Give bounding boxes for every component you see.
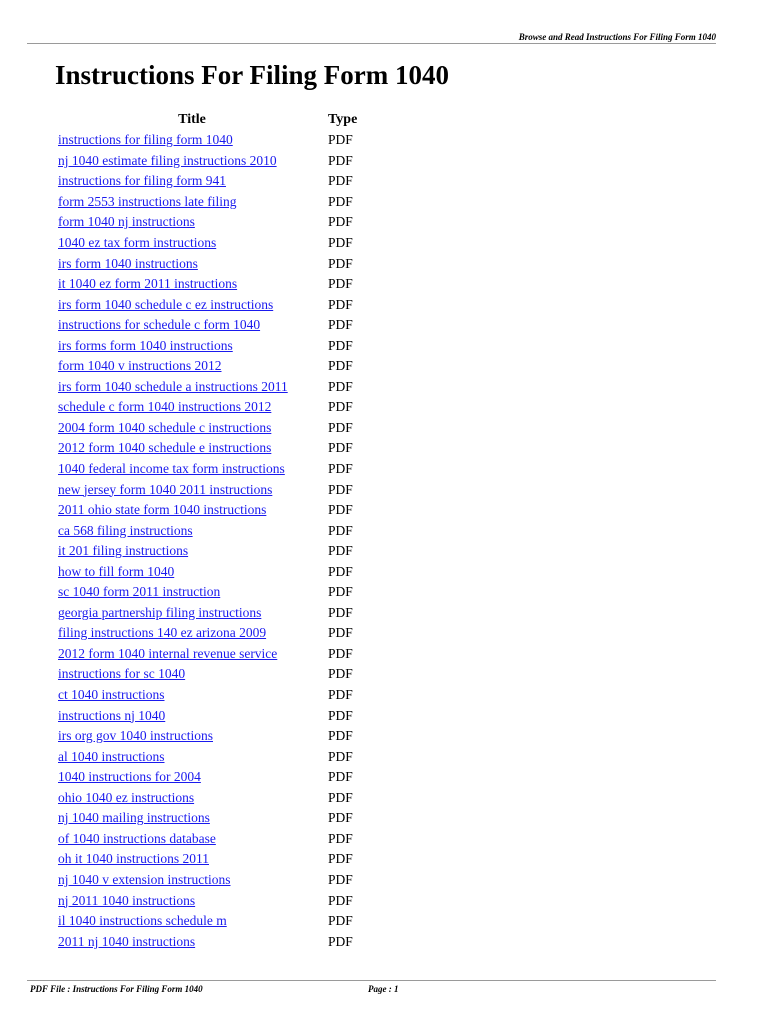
table-row — [58, 890, 357, 911]
file-type-label: PDF — [328, 358, 353, 374]
file-type-label: PDF — [328, 419, 353, 435]
row-title-cell — [58, 459, 326, 480]
file-type-label: PDF — [328, 645, 353, 661]
file-type-label: PDF — [328, 584, 353, 600]
table-row — [58, 479, 357, 500]
table-row — [58, 356, 357, 377]
column-header-title: Title — [178, 112, 206, 127]
row-title-cell — [58, 849, 326, 870]
document-link[interactable]: georgia partnership filing instructions — [58, 604, 262, 620]
row-title-cell — [58, 808, 326, 829]
row-title-cell — [58, 911, 326, 932]
table-row — [58, 459, 357, 480]
document-link[interactable]: nj 1040 mailing instructions — [58, 810, 210, 826]
document-link[interactable]: schedule c form 1040 instructions 2012 — [58, 399, 272, 415]
file-type-label: PDF — [328, 789, 353, 805]
row-title-cell — [58, 931, 326, 952]
file-type-label: PDF — [328, 481, 353, 497]
footer-divider — [27, 980, 716, 981]
footer-file-label: PDF File : Instructions For Filing Form 1040 — [30, 984, 203, 994]
table-row — [58, 705, 357, 726]
file-type-label: PDF — [328, 378, 353, 394]
row-title-cell — [58, 582, 326, 603]
document-link[interactable]: 2012 form 1040 internal revenue service — [58, 645, 278, 661]
column-header-type: Type — [328, 112, 358, 127]
document-link[interactable]: instructions for sc 1040 — [58, 666, 186, 682]
table-row — [58, 726, 357, 747]
row-title-cell — [58, 623, 326, 644]
table-row — [58, 500, 357, 521]
table-row — [58, 911, 357, 932]
row-title-cell — [58, 561, 326, 582]
document-link[interactable]: 2012 form 1040 schedule e instructions — [58, 440, 272, 456]
row-title-cell — [58, 171, 326, 192]
table-row — [58, 253, 357, 274]
file-type-label: PDF — [328, 317, 353, 333]
file-type-label: PDF — [328, 769, 353, 785]
table-row — [58, 829, 357, 850]
file-type-label: PDF — [328, 337, 353, 353]
row-title-cell — [58, 151, 326, 172]
file-type-label: PDF — [328, 173, 353, 189]
document-listing-table — [58, 110, 357, 952]
table-row — [58, 192, 357, 213]
table-row — [58, 582, 357, 603]
file-type-label: PDF — [328, 461, 353, 477]
table-body — [58, 130, 357, 952]
document-link[interactable]: ohio 1040 ez instructions — [58, 789, 195, 805]
row-title-cell — [58, 397, 326, 418]
document-link[interactable]: irs form 1040 schedule a instructions 2011 — [58, 378, 288, 394]
document-link[interactable]: it 201 filing instructions — [58, 543, 189, 559]
table-row — [58, 541, 357, 562]
row-title-cell — [58, 233, 326, 254]
row-title-cell — [58, 500, 326, 521]
document-link[interactable]: 1040 instructions for 2004 — [58, 769, 201, 785]
document-link[interactable]: new jersey form 1040 2011 instructions — [58, 481, 273, 497]
file-type-label: PDF — [328, 666, 353, 682]
file-type-label: PDF — [328, 810, 353, 826]
document-link[interactable]: 2004 form 1040 schedule c instructions — [58, 419, 272, 435]
row-title-cell — [58, 438, 326, 459]
row-title-cell — [58, 377, 326, 398]
file-type-label: PDF — [328, 235, 353, 250]
document-link[interactable]: form 1040 nj instructions — [58, 214, 195, 230]
row-title-cell — [58, 418, 326, 439]
row-title-cell — [58, 767, 326, 788]
document-link[interactable]: oh it 1040 instructions 2011 — [58, 851, 209, 867]
row-title-cell — [58, 726, 326, 747]
file-type-label: PDF — [328, 851, 353, 867]
row-title-cell — [58, 541, 326, 562]
document-link[interactable]: il 1040 instructions schedule m — [58, 913, 227, 929]
document-link[interactable]: form 1040 v instructions 2012 — [58, 358, 222, 374]
table-row — [58, 685, 357, 706]
row-title-cell — [58, 274, 326, 295]
table-row — [58, 644, 357, 665]
table-row — [58, 274, 357, 295]
table-header-row — [58, 110, 357, 130]
file-type-label: PDF — [328, 687, 353, 703]
document-link[interactable]: nj 2011 1040 instructions — [58, 892, 196, 908]
table-row — [58, 746, 357, 767]
table-row — [58, 397, 357, 418]
document-link[interactable]: instructions for filing form 941 — [58, 173, 226, 189]
file-type-label: PDF — [328, 913, 353, 929]
document-title: Instructions For Filing Form 1040 — [55, 60, 449, 90]
document-link[interactable]: instructions for schedule c form 1040 — [58, 317, 261, 333]
row-title-cell — [58, 705, 326, 726]
file-type-label: PDF — [328, 255, 353, 271]
file-type-label: PDF — [328, 276, 353, 292]
table-row — [58, 870, 357, 891]
table-row — [58, 377, 357, 398]
table-row — [58, 603, 357, 624]
table-row — [58, 520, 357, 541]
table-row — [58, 767, 357, 788]
row-title-cell — [58, 685, 326, 706]
table-row — [58, 335, 357, 356]
row-title-cell — [58, 335, 326, 356]
document-link[interactable]: irs org gov 1040 instructions — [58, 728, 213, 744]
document-link[interactable]: filing instructions 140 ez arizona 2009 — [58, 625, 267, 641]
file-type-label: PDF — [328, 728, 353, 744]
table-row — [58, 788, 357, 809]
row-title-cell — [58, 890, 326, 911]
table-row — [58, 623, 357, 644]
row-title-cell — [58, 603, 326, 624]
document-link[interactable]: ca 568 filing instructions — [58, 522, 193, 538]
table-row — [58, 233, 357, 254]
document-link[interactable]: form 2553 instructions late filing — [58, 193, 237, 209]
row-title-cell — [58, 294, 326, 315]
row-title-cell — [58, 520, 326, 541]
table-row — [58, 294, 357, 315]
document-link[interactable]: 1040 ez tax form instructions — [58, 235, 217, 250]
file-type-label: PDF — [328, 214, 353, 230]
file-type-label: PDF — [328, 502, 353, 518]
file-type-label: PDF — [328, 152, 353, 168]
table-row — [58, 849, 357, 870]
document-link[interactable]: 1040 federal income tax form instructions — [58, 461, 285, 477]
row-title-cell — [58, 644, 326, 665]
file-type-label: PDF — [328, 871, 353, 887]
row-title-cell — [58, 212, 326, 233]
row-title-cell — [58, 130, 326, 151]
table-row — [58, 418, 357, 439]
document-link[interactable]: how to fill form 1040 — [58, 563, 175, 579]
row-title-cell — [58, 315, 326, 336]
file-type-label: PDF — [328, 522, 353, 538]
file-type-label: PDF — [328, 625, 353, 641]
table-row — [58, 561, 357, 582]
table-row — [58, 130, 357, 151]
document-link[interactable]: sc 1040 form 2011 instruction — [58, 584, 221, 600]
document-link[interactable]: nj 1040 v extension instructions — [58, 871, 231, 887]
file-type-label: PDF — [328, 933, 353, 949]
file-type-label: PDF — [328, 604, 353, 620]
row-title-cell — [58, 253, 326, 274]
row-title-cell — [58, 192, 326, 213]
file-type-label: PDF — [328, 707, 353, 723]
document-link[interactable]: al 1040 instructions — [58, 748, 165, 764]
document-link[interactable]: irs form 1040 schedule c ez instructions — [58, 296, 274, 312]
table-row — [58, 808, 357, 829]
document-link[interactable]: irs forms form 1040 instructions — [58, 337, 233, 353]
row-title-cell — [58, 788, 326, 809]
document-link[interactable]: it 1040 ez form 2011 instructions — [58, 276, 238, 292]
file-type-label: PDF — [328, 132, 353, 148]
document-link[interactable]: nj 1040 estimate filing instructions 2010 — [58, 152, 277, 168]
row-title-cell — [58, 356, 326, 377]
row-title-cell — [58, 870, 326, 891]
file-type-label: PDF — [328, 830, 353, 846]
document-link[interactable]: of 1040 instructions database — [58, 830, 216, 846]
file-type-label: PDF — [328, 440, 353, 456]
table-row — [58, 212, 357, 233]
file-type-label: PDF — [328, 296, 353, 312]
row-title-cell — [58, 664, 326, 685]
document-link[interactable]: 2011 ohio state form 1040 instructions — [58, 502, 267, 518]
table-row — [58, 151, 357, 172]
table-row — [58, 664, 357, 685]
header-divider — [27, 43, 716, 44]
table-row — [58, 438, 357, 459]
file-type-label: PDF — [328, 563, 353, 579]
file-type-label: PDF — [328, 748, 353, 764]
table-row — [58, 931, 357, 952]
footer-page-number: Page : 1 — [368, 984, 399, 994]
table-row — [58, 315, 357, 336]
document-link[interactable]: irs form 1040 instructions — [58, 255, 198, 271]
row-title-cell — [58, 746, 326, 767]
file-type-label: PDF — [328, 543, 353, 559]
document-link[interactable]: 2011 nj 1040 instructions — [58, 933, 196, 949]
document-link[interactable]: instructions for filing form 1040 — [58, 132, 233, 148]
running-header: Browse and Read Instructions For Filing Form 1040 — [518, 32, 716, 42]
row-title-cell — [58, 829, 326, 850]
row-title-cell — [58, 479, 326, 500]
file-type-label: PDF — [328, 892, 353, 908]
file-type-label: PDF — [328, 193, 353, 209]
file-type-label: PDF — [328, 399, 353, 415]
table-row — [58, 171, 357, 192]
document-link[interactable]: instructions nj 1040 — [58, 707, 166, 723]
document-link[interactable]: ct 1040 instructions — [58, 687, 165, 703]
